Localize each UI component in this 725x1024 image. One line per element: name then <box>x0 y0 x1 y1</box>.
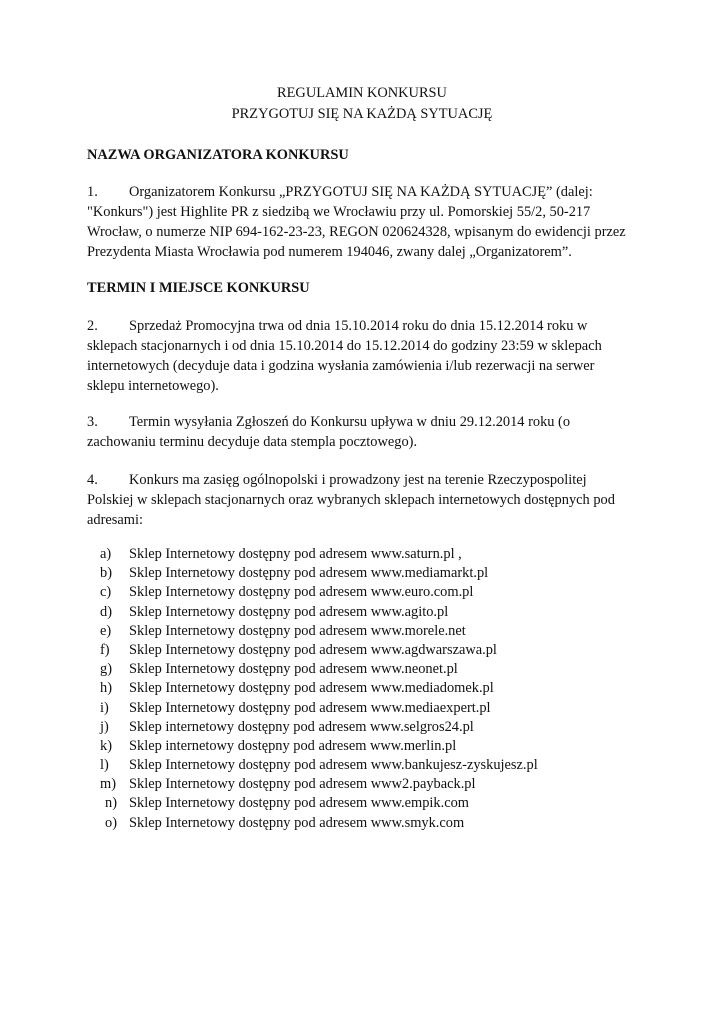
list-marker: e) <box>100 622 112 639</box>
list-item <box>87 737 538 756</box>
list-item-text: Sklep internetowy dostępny pod adresem www.merlin.pl <box>129 737 457 754</box>
section-heading-term: TERMIN I MIEJSCE KONKURSU <box>87 280 310 296</box>
list-item <box>87 641 538 660</box>
paragraph-4 <box>87 470 639 530</box>
paragraph-line: Termin wysyłania Zgłoszeń do Konkursu upływa w dniu 29.12.2014 roku (o <box>129 414 571 430</box>
list-item-text: Sklep Internetowy dostępny pod adresem www.agdwarszawa.pl <box>129 641 497 658</box>
paragraph-line: zachowaniu terminu decyduje data stempla pocztowego). <box>87 434 418 450</box>
list-item <box>87 718 538 737</box>
list-marker: c) <box>100 584 112 601</box>
list-item <box>87 679 538 698</box>
list-item-text: Sklep Internetowy dostępny pod adresem www2.payback.pl <box>129 776 476 793</box>
paragraph-line: Sprzedaż Promocyjna trwa od dnia 15.10.2014 roku do dnia 15.12.2014 roku w <box>129 318 588 334</box>
list-item <box>87 775 538 794</box>
paragraph-line: sklepu internetowego). <box>87 378 219 394</box>
list-marker: k) <box>100 737 112 754</box>
list-item-text: Sklep Internetowy dostępny pod adresem www.neonet.pl <box>129 661 458 678</box>
list-item-text: Sklep Internetowy dostępny pod adresem www.euro.com.pl <box>129 584 474 601</box>
list-item-text: Sklep Internetowy dostępny pod adresem www.mediadomek.pl <box>129 680 494 697</box>
list-marker: d) <box>100 603 112 620</box>
list-marker: a) <box>100 546 112 562</box>
list-item <box>87 699 538 718</box>
list-marker: j) <box>100 718 109 735</box>
section-heading-organizer: NAZWA ORGANIZATORA KONKURSU <box>87 147 349 163</box>
list-item <box>87 603 538 622</box>
list-item <box>87 545 538 564</box>
list-marker: g) <box>100 661 112 678</box>
list-item-text: Sklep Internetowy dostępny pod adresem www.mediamarkt.pl <box>129 565 489 582</box>
paragraph-number: 4. <box>87 472 98 488</box>
paragraph-2 <box>87 316 639 396</box>
paragraph-number: 2. <box>87 318 98 334</box>
list-item-text: Sklep Internetowy dostępny pod adresem www.morele.net <box>129 622 466 639</box>
list-item <box>87 756 538 775</box>
paragraph-line: Organizatorem Konkursu „PRZYGOTUJ SIĘ NA KAŻDĄ SYTUACJĘ” (dalej: <box>129 184 593 200</box>
list-marker: o) <box>105 814 117 831</box>
document-title-line-1: REGULAMIN KONKURSU <box>277 85 447 101</box>
list-marker: i) <box>100 699 109 716</box>
list-item-text: Sklep Internetowy dostępny pod adresem www.empik.com <box>129 795 469 812</box>
paragraph-line: Wrocław, o numerze NIP 694-162-23-23, REGON 020624328, wpisanym do ewidencji przez <box>87 224 626 240</box>
paragraph-1 <box>87 182 639 262</box>
paragraph-line: Prezydenta Miasta Wrocławia pod numerem 194046, zwany dalej „Organizatorem”. <box>87 244 572 260</box>
paragraph-number: 3. <box>87 414 98 430</box>
list-item <box>87 622 538 641</box>
paragraph-line: Polskiej w sklepach stacjonarnych oraz wybranych sklepach internetowych dostępnych pod <box>87 492 615 508</box>
paragraph-line: adresami: <box>87 512 143 528</box>
list-marker: f) <box>100 641 110 658</box>
paragraph-line: "Konkurs") jest Highlite PR z siedzibą we Wrocławiu przy ul. Pomorskiej 55/2, 50-217 <box>87 204 591 220</box>
list-item-text: Sklep Internetowy dostępny pod adresem www.mediaexpert.pl <box>129 699 491 716</box>
shop-list <box>87 545 538 833</box>
list-item <box>87 660 538 679</box>
list-item-text: Sklep Internetowy dostępny pod adresem www.saturn.pl , <box>129 546 462 562</box>
list-item-text: Sklep Internetowy dostępny pod adresem www.agito.pl <box>129 603 449 620</box>
paragraph-line: internetowych (decyduje data i godzina wysłania zamówienia i/lub rezerwacji na serwer <box>87 358 595 374</box>
list-item-text: Sklep internetowy dostępny pod adresem www.selgros24.pl <box>129 718 474 735</box>
list-marker: l) <box>100 757 109 774</box>
list-marker: b) <box>100 565 112 582</box>
list-item <box>87 564 538 583</box>
paragraph-3 <box>87 412 639 452</box>
list-item-text: Sklep Internetowy dostępny pod adresem www.bankujesz-zyskujesz.pl <box>129 757 538 774</box>
paragraph-line: sklepach stacjonarnych i od dnia 15.10.2014 do 15.12.2014 do godziny 23:59 w sklepach <box>87 338 602 354</box>
list-marker: n) <box>105 795 117 812</box>
list-item <box>87 794 538 813</box>
list-marker: h) <box>100 680 112 697</box>
paragraph-number: 1. <box>87 184 98 200</box>
paragraph-line: Konkurs ma zasięg ogólnopolski i prowadzony jest na terenie Rzeczypospolitej <box>129 472 587 488</box>
list-marker: m) <box>100 776 116 793</box>
document-title-line-2: PRZYGOTUJ SIĘ NA KAŻDĄ SYTUACJĘ <box>231 106 493 122</box>
list-item <box>87 583 538 602</box>
list-item <box>87 814 538 833</box>
list-item-text: Sklep Internetowy dostępny pod adresem www.smyk.com <box>129 814 465 831</box>
